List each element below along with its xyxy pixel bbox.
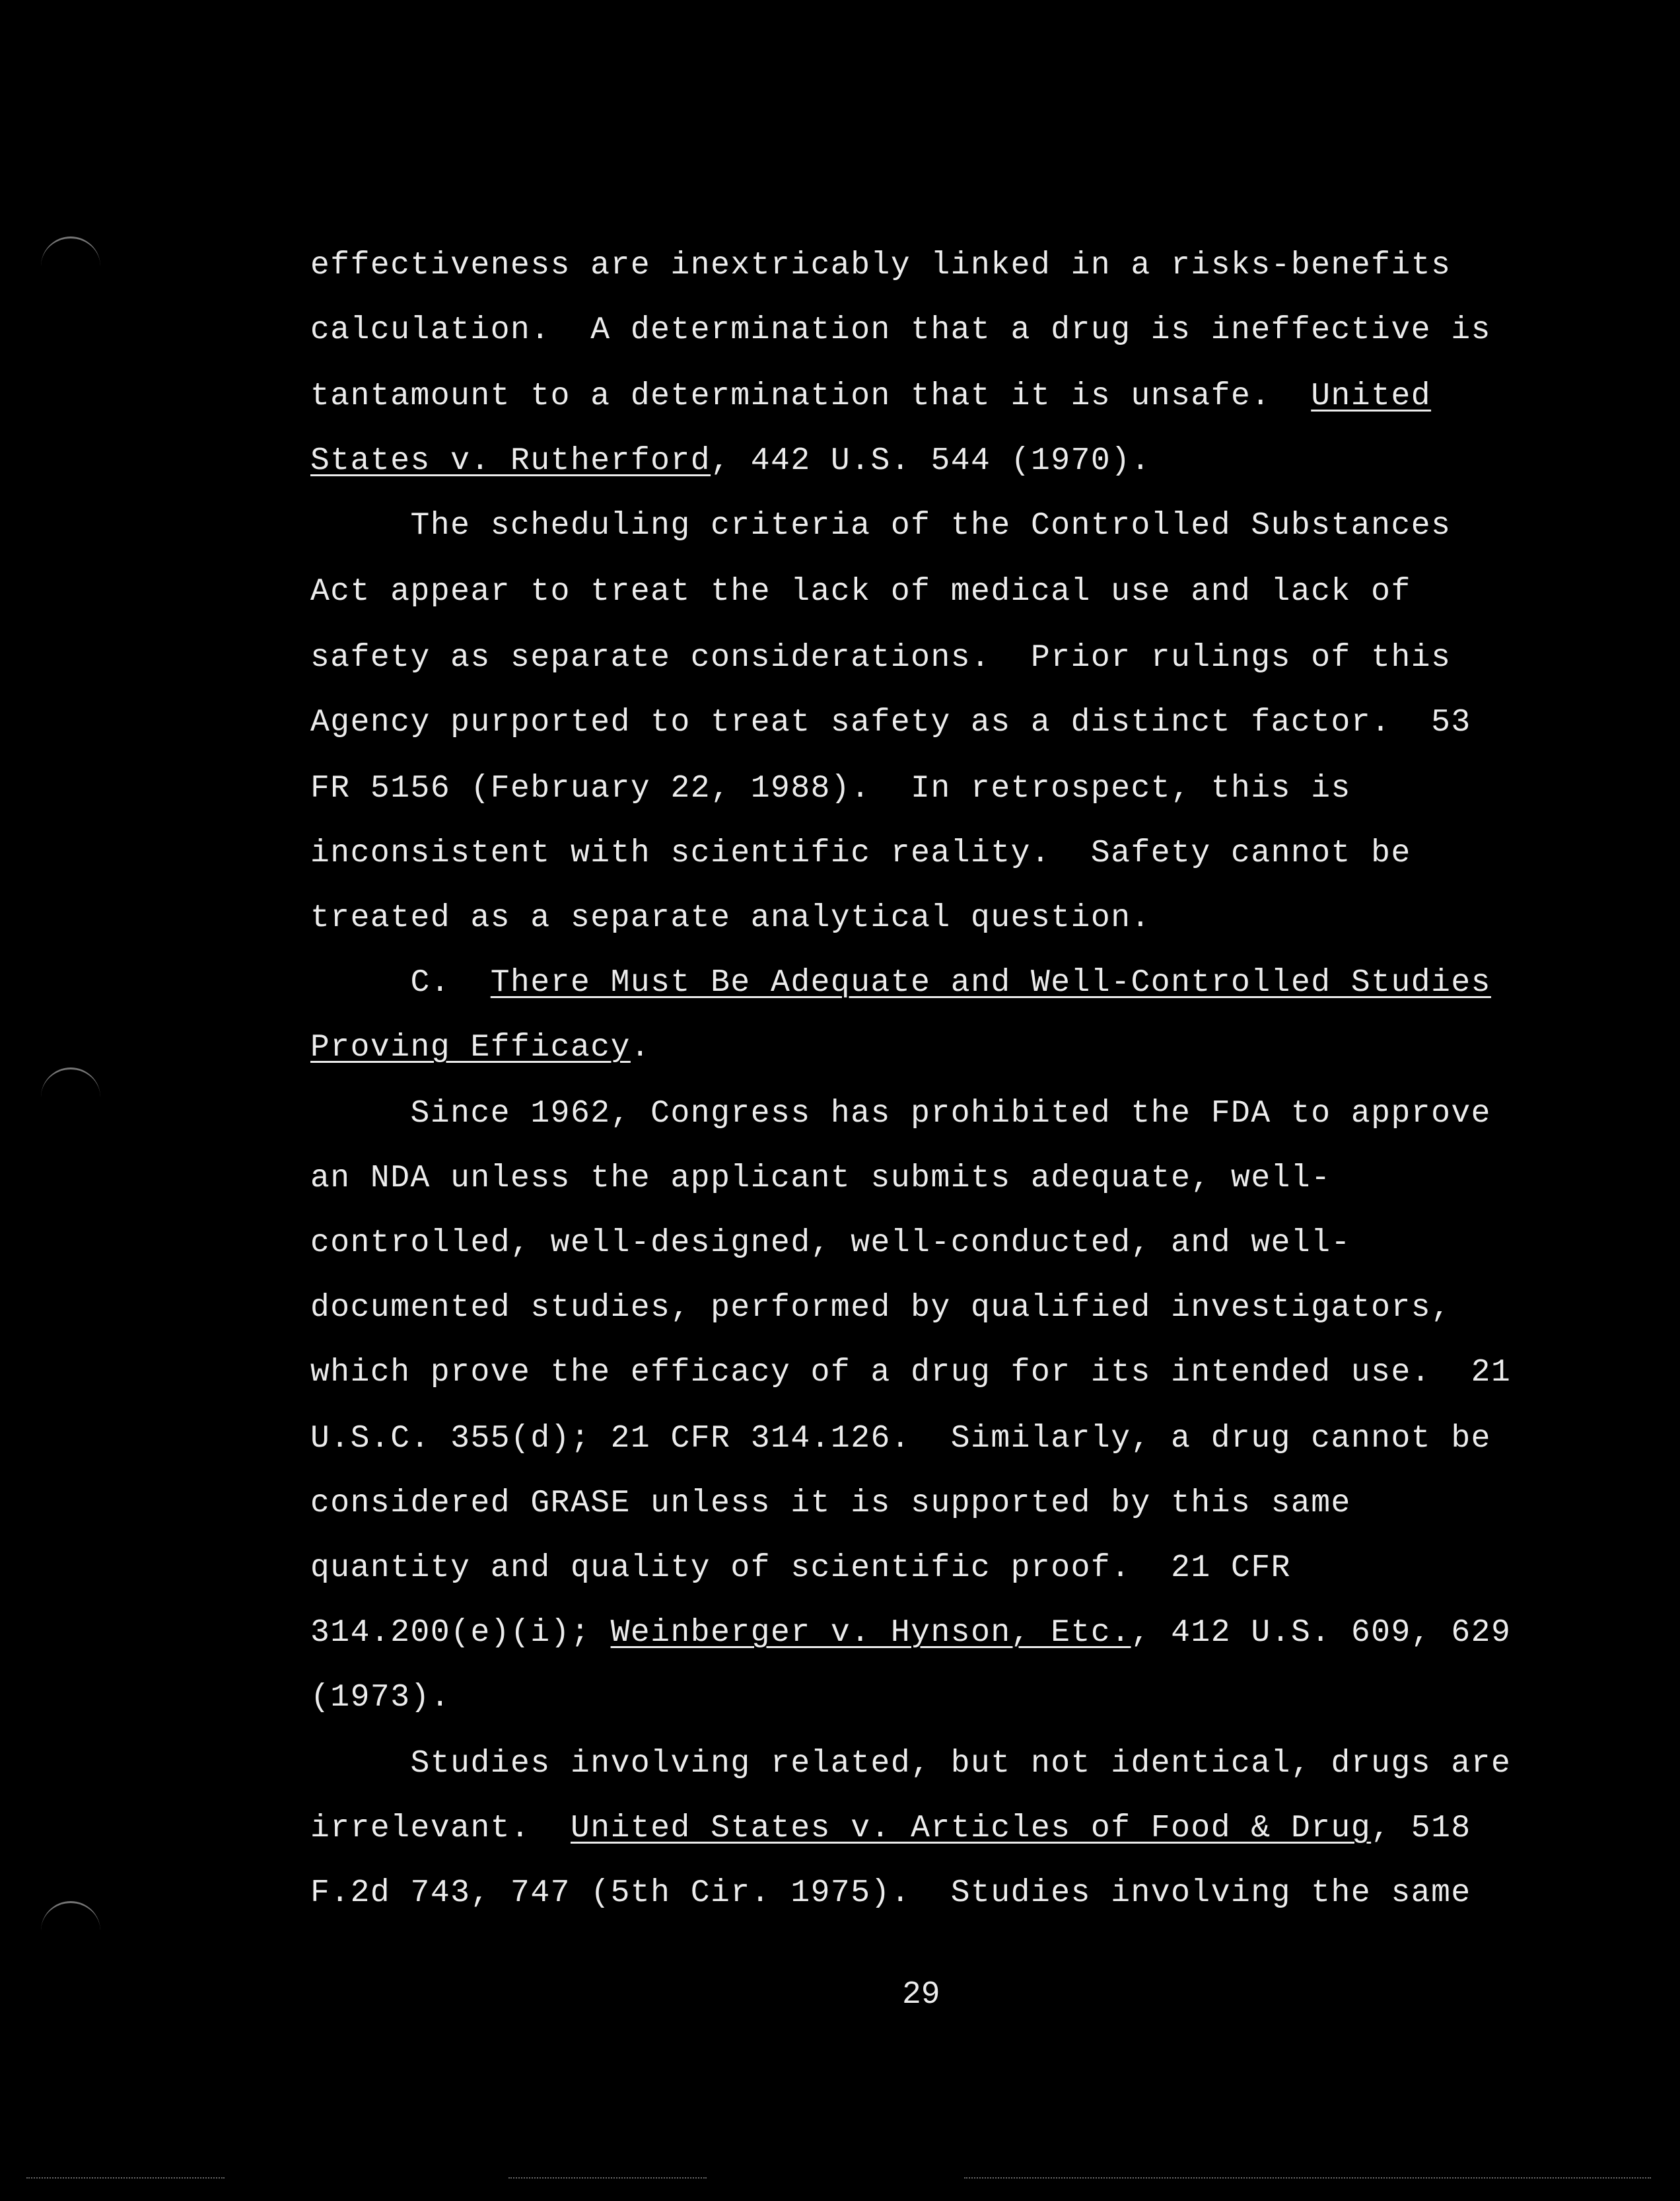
text-segment: F.2d 743, 747 (5th Cir. 1975). Studies involving the same [310,1875,1471,1911]
underlined-citation: There Must Be Adequate and Well-Controlled Studies [490,965,1491,1001]
page-number: 29 [902,1977,940,2013]
text-line [310,1028,650,1067]
text-segment: treated as a separate analytical question. [310,900,1151,936]
underlined-citation: United States v. Articles of Food & Drug [570,1811,1372,1846]
text-line [310,1809,1471,1848]
text-segment: Act appear to treat the lack of medical use and lack of [310,574,1411,610]
text-line [310,769,1351,809]
text-line [310,1613,1511,1653]
hole-punch-bottom [41,1901,100,1949]
text-segment: Studies involving related, but not identical, drugs are [310,1746,1512,1782]
underlined-citation: Weinberger v. Hynson, Etc. [610,1615,1131,1651]
text-segment: , 518 [1371,1811,1471,1846]
text-line [310,963,1491,1003]
text-segment: Since 1962, Congress has prohibited the FDA to approve [310,1096,1491,1132]
text-line [310,898,1151,938]
text-segment: FR 5156 (February 22, 1988). In retrospect, this is [310,771,1351,807]
text-line [310,572,1411,612]
text-line [310,1419,1491,1459]
text-segment: irrelevant. [310,1811,571,1846]
text-line [310,1159,1331,1198]
text-line [310,703,1471,742]
text-segment: , 412 U.S. 609, 629 [1131,1615,1512,1651]
text-line [310,1353,1511,1392]
text-segment: 314.200(e)(i); [310,1615,611,1651]
text-line [310,1094,1491,1134]
scan-edge-right [964,2177,1651,2179]
text-line [310,834,1411,873]
text-segment: The scheduling criteria of the Controlled Substances [310,508,1452,544]
text-line [310,377,1431,416]
text-segment: controlled, well-designed, well-conducted, and well- [310,1225,1351,1261]
text-segment: quantity and quality of scientific proof. 21 CFR [310,1550,1291,1586]
text-line [310,506,1451,546]
text-line [310,1288,1451,1328]
text-segment: calculation. A determination that a drug is ineffective is [310,312,1491,348]
text-segment: . [630,1030,651,1065]
hole-punch-top [41,236,100,285]
text-segment: U.S.C. 355(d); 21 CFR 314.126. Similarly, a drug cannot be [310,1421,1491,1457]
text-line [310,1548,1291,1588]
hole-punch-middle [41,1067,100,1116]
text-segment: considered GRASE unless it is supported by this same [310,1486,1351,1521]
underlined-citation: United [1311,379,1432,414]
text-line [310,638,1451,678]
text-line [310,1744,1511,1784]
text-segment: Agency purported to treat safety as a distinct factor. 53 [310,705,1471,740]
text-segment: an NDA unless the applicant submits adequate, well- [310,1161,1331,1196]
text-line [310,441,1151,481]
text-line [310,310,1491,350]
text-segment: inconsistent with scientific reality. Safety cannot be [310,836,1411,871]
text-segment: safety as separate considerations. Prior rulings of this [310,640,1452,676]
text-line [310,1484,1351,1523]
underlined-citation: States v. Rutherford [310,443,711,479]
text-segment: which prove the efficacy of a drug for its intended use. 21 [310,1355,1512,1390]
text-segment: C. [310,965,491,1001]
text-line [310,246,1451,285]
text-segment: effectiveness are inextricably linked in a risks-benefits [310,248,1452,283]
text-segment: , 442 U.S. 544 (1970). [711,443,1151,479]
scan-edge-left [26,2177,225,2179]
text-line [310,1678,450,1717]
text-line [310,1873,1471,1913]
text-segment: tantamount to a determination that it is unsafe. [310,379,1312,414]
scan-edge-center [508,2177,707,2179]
text-segment: (1973). [310,1680,451,1715]
text-line [310,1223,1351,1263]
underlined-citation: Proving Efficacy [310,1030,631,1065]
text-segment: documented studies, performed by qualified investigators, [310,1290,1452,1326]
